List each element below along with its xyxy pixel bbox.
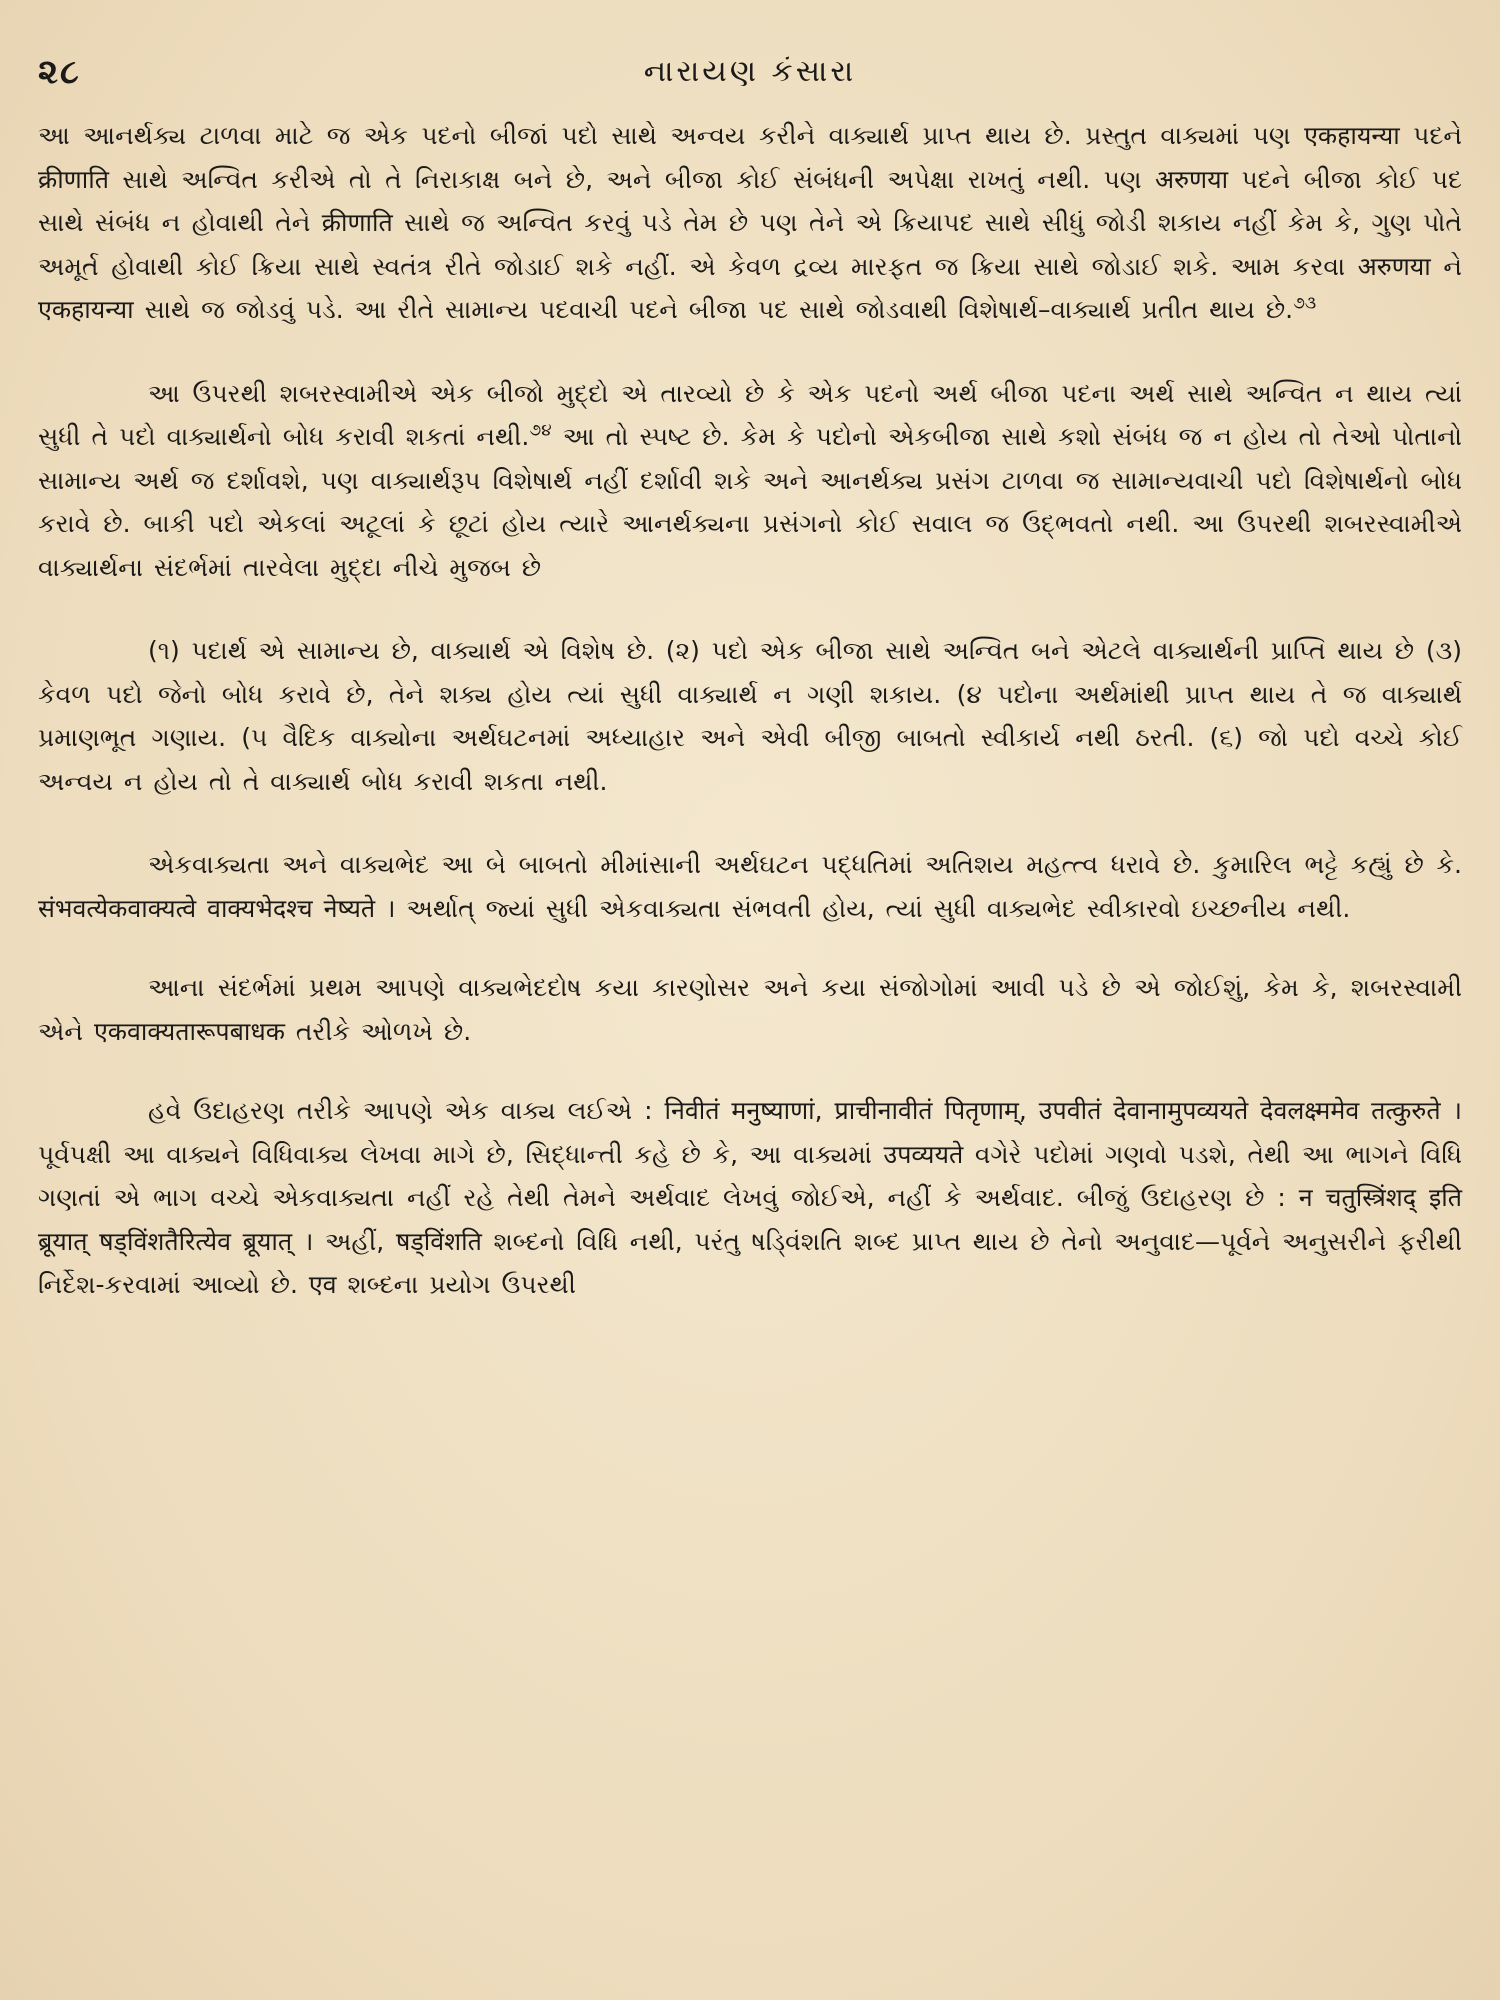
book-page [38,52,1462,1307]
paragraph-5: આના સંદર્ભમાં પ્રથમ આપણે વાક્યભેદદોષ કયા કારણોસર અને કયા સંજોગોમાં આવી પડે છે એ જોઈશું, કેમ કે, શબરસ્વામી એને एकवाक्यतारूपबाधक તરીકે ઓળખે છે. [38,973,1462,1046]
paragraph-1 [38,114,1462,332]
paragraph-2-text: આ ઉપરથી શબરસ્વામીએ એક બીજો મુદ્દો એ તારવ્યો છે કે એક પદનો અર્થ બીજા પદના અર્થ સાથે અન્વિત ન થાય ત્યાં સુધી તે પદો વાક્યાર્થનો બોધ કરાવી શકતાં નથી. [38,378,1462,451]
paragraph-6: હવે ઉદાહરણ તરીકે આપણે એક વાક્ય લઈએ : निवीतं मनुष्याणां, प्राचीनावीतं पितृणाम्, उपवीतं देवानामुपव्ययते देवलक्ष्ममेव तत्कुरुते । પૂર્વપક્ષી આ વાક્યને વિધિવાક્ય લેખવા માગે છે, સિદ્ધાન્તી કહે છે કે, આ વાક્યમાં उपव्ययते વગેરે પદોમાં ગણવો પડશે, તેથી આ ભાગને વિધિ ગણતાં એ ભાગ વચ્ચે એકવાક્યતા નહીં રહે તેથી તેમને અર્થવાદ લેખવું જોઈએ, નહીં કે અર્થવાદ. બીજું ઉદાહરણ છે : न चतुस्त्रिंशद् इति ब्रूयात् षड्विंशतैरित्येव ब्रूयात् । અહીં, षड्विंशति શબ્દનો વિધિ નથી, પરંતુ ષડ્વિંશતિ શબ્દ પ્રાપ્ત થાય છે તેનો અનુવાદ—પૂર્વને અનુસરીને ફરીથી નિર્દેશ-કરવામાં આવ્યો છે. एव શબ્દના પ્રયોગ ઉપરથી [38,1096,1462,1299]
footnote-ref-73: ૭૩ [1293,293,1317,314]
paragraph-2-continuation: આ તો સ્પષ્ટ છે. કેમ કે પદોનો એકબીજા સાથે કશો સંબંધ જ ન હોય તો તેઓ પોતાનો સામાન્ય અર્થ જ દર્શાવશે, પણ વાક્યાર્થરૂપ વિશેષાર્થ નહીં દર્શાવી શકે અને આનર્થક્ય પ્રસંગ ટાળવા જ સામાન્યવાચી પદો વિશેષાર્થનો બોધ કરાવે છે. બાકી પદો એકલાં અટૂલાં કે છૂટાં હોય ત્યારે આનર્થક્યના પ્રસંગનો કોઈ સવાલ જ ઉદ્ભવતો નથી. આ ઉપરથી શબરસ્વામીએ વાક્યાર્થના સંદર્ભમાં તારવેલા મુદ્દા નીચે મુજબ છે [38,422,1462,582]
paragraph-1-text: આ આનર્થક્ય ટાળવા માટે જ એક પદનો બીજાં પદો સાથે અન્વય કરીને વાક્યાર્થ પ્રાપ્ત થાય છે. પ્રસ્તુત વાક્યમાં પણ एकहायन्या પદને क्रीणाति સાથે અન્વિત કરીએ તો તે નિરાકાક્ષ બને છે, અને બીજા કોઈ સંબંધની અપેક્ષા રાખતું નથી. પણ अरुणया પદને બીજા કોઈ પદ સાથે સંબંધ ન હોવાથી તેને क्रीणाति સાથે જ અન્વિત કરવું પડે તેમ છે પણ તેને એ ક્રિયાપદ સાથે સીધું જોડી શકાય નહીં કેમ કે, ગુણ પોતે અમૂર્ત હોવાથી કોઈ ક્રિયા સાથે સ્વતંત્ર રીતે જોડાઈ શકે નહીં. એ કેવળ દ્રવ્ય મારફત જ ક્રિયા સાથે જોડાઈ શકે. આમ કરવા अरुणया ને एकहायन्या સાથે જ જોડવું પડે. આ રીતે સામાન્ય પદવાચી પદને બીજા પદ સાથે જોડવાથી વિશેષાર્થ–વાક્યાર્થ પ્રતીત થાય છે. [38,121,1462,324]
paragraph-2 [38,372,1462,590]
paragraph-4: એકવાક્યતા અને વાક્યભેદ આ બે બાબતો મીમાંસાની અર્થઘટન પદ્ધતિમાં અતિશય મહત્ત્વ ધરાવે છે. કુમારિલ ભટ્ટે કહ્યું છે કે. संभवत्येकवाक्यत्वे वाक्यभेदश्च नेष्यते । અર્થાત્ જ્યાં સુધી એકવાક્યતા સંભવતી હોય, ત્યાં સુધી વાક્યભેદ સ્વીકારવો ઇચ્છનીય નથી. [38,850,1462,923]
page-header [38,52,1462,112]
footnote-ref-74: ૭૪ [529,420,552,441]
page-number: ૨૮ [38,52,81,92]
paragraph-3-numbered-points: (૧) પદાર્થ એ સામાન્ય છે, વાક્યાર્થ એ વિશેષ છે. (૨) પદો એક બીજા સાથે અન્વિત બને એટલે વાક્યાર્થની પ્રાપ્તિ થાય છે (૩) કેવળ પદો જેનો બોધ કરાવે છે, તેને શક્ય હોય ત્યાં સુધી વાક્યાર્થ ન ગણી શકાય. (૪ પદોના અર્થમાંથી પ્રાપ્ત થાય તે જ વાક્યાર્થ પ્રમાણભૂત ગણાય. (૫ વૈદિક વાક્યોના અર્થઘટનમાં અધ્યાહાર અને એવી બીજી બાબતો સ્વીકાર્ય નથી ઠરતી. (૬) જો પદો વચ્ચે કોઈ અન્વય ન હોય તો તે વાક્યાર્થ બોધ કરાવી શકતા નથી. [38,636,1462,796]
running-head: નારાયણ કંસારા [643,54,857,89]
